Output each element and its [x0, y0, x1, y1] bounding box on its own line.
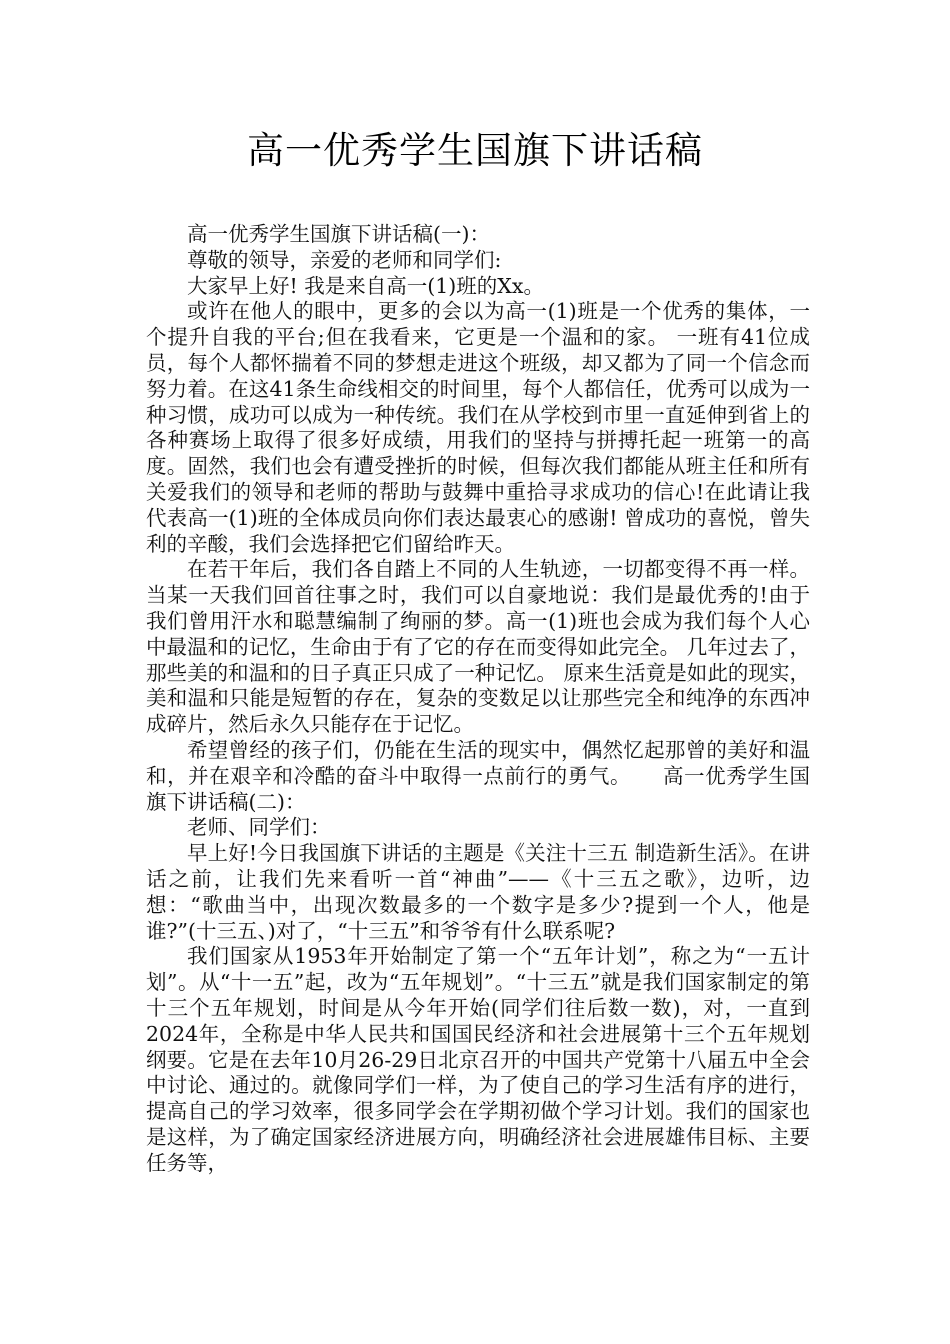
paragraph-speech-two-salutation: 老师、同学们：	[187, 815, 331, 840]
paragraph-topic-intro: 早上好!今日我国旗下讲话的主题是《关注十三五 制造新生活》。在讲话之前，让我们先来看听一首“神曲”——《十三五之歌》，边听，边想：“歌曲当中，出现次数最多的一个数字是多少?提到一个人，他是谁?”(十三五、)对了，“十三五”和爷爷有什么联系呢?	[146, 841, 810, 943]
paragraph-class-description: 或许在他人的眼中，更多的会以为高一(1)班是一个优秀的集体，一个提升自我的平台;但在我看来，它更是一个温和的家。 一班有41位成员，每个人都怀揣着不同的梦想走进这个班级，却又都为了同一个信念而努力着。在这41条生命线相交的时间里，每个人都信任，优秀可以成为一种习惯，成功可以成为一种传统。我们在从学校到市里一直延伸到省上的各种赛场上取得了很多好成绩，用我们的坚持与拼搏托起一班第一的高度。固然，我们也会有遭受挫折的时候，但每次我们都能从班主任和所有关爱我们的领导和老师的帮助与鼓舞中重拾寻求成功的信心!在此请让我代表高一(1)班的全体成员向你们表达最衷心的感谢! 曾成功的喜悦，曾失利的辛酸，我们会选择把它们留给昨天。	[146, 299, 810, 556]
paragraph-speech-one-heading: 高一优秀学生国旗下讲话稿(一)：	[187, 222, 490, 246]
paragraph-greeting: 大家早上好! 我是来自高一(1)班的Xx。	[187, 273, 544, 298]
document-title: 高一优秀学生国旗下讲话稿	[247, 129, 703, 172]
paragraph-five-year-plan: 我们国家从1953年开始制定了第一个“五年计划”，称之为“一五计划”。从“十一五”起，改为“五年规划”。“十三五”就是我们国家制定的第十三个五年规划，时间是从今年开始(同学们往后数一数)，对，一直到2024年，全称是中华人民共和国国民经济和社会进展第十三个五年规划纲要。它是在去年10月26-29日北京召开的中国共产党第十八届五中全会中讨论、通过的。就像同学们一样，为了使自己的学习生活有序的进行，提高自己的学习效率，很多同学会在学期初做个学习计划。我们的国家也是这样，为了确定国家经济进展方向，明确经济社会进展雄伟目标、主要任务等，	[146, 944, 810, 1175]
paragraph-hope-and-speech-two-heading: 希望曾经的孩子们，仍能在生活的现实中，偶然忆起那曾的美好和温和，并在艰辛和冷酷的奋斗中取得一点前行的勇气。 高一优秀学生国旗下讲话稿(二)：	[146, 737, 810, 814]
paragraph-salutation: 尊敬的领导，亲爱的老师和同学们:	[187, 247, 502, 272]
paragraph-future-memory: 在若干年后，我们各自踏上不同的人生轨迹，一切都变得不再一样。当某一天我们回首往事之时，我们可以自豪地说：我们是最优秀的!由于我们曾用汗水和聪慧编制了绚丽的梦。高一(1)班也会成为我们每个人心中最温和的记忆，生命由于有了它的存在而变得如此完全。 几年过去了，那些美的和温和的日子真正只成了一种记忆。 原来生活竟是如此的现实，美和温和只能是短暂的存在，复杂的变数足以让那些完全和纯净的东西冲成碎片，然后永久只能存在于记忆。	[146, 557, 810, 737]
document-body	[146, 222, 810, 1176]
